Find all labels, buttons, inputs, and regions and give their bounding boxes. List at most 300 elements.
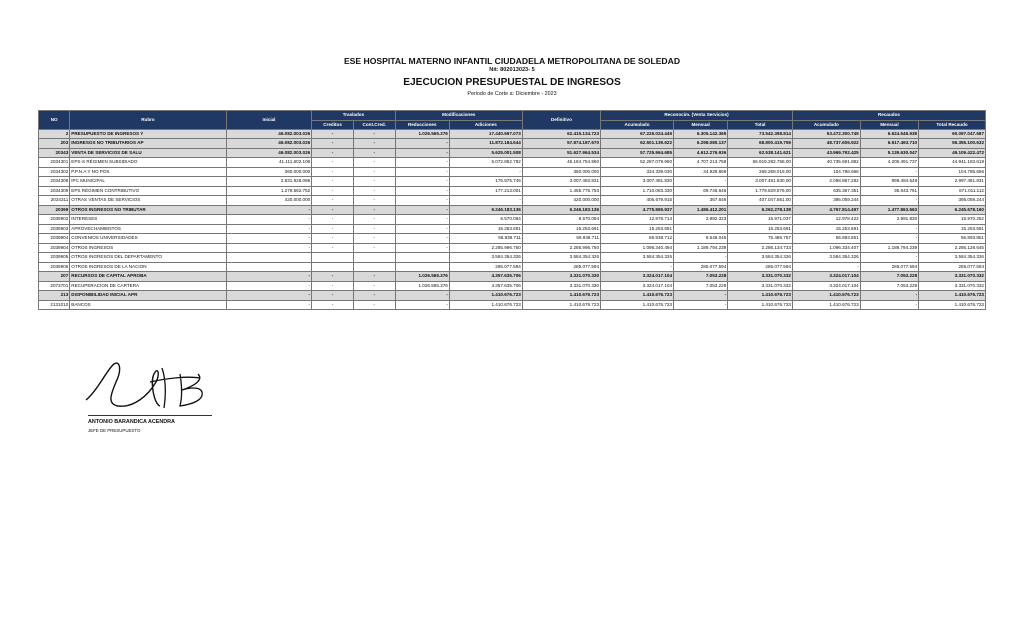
table-row: [39, 243, 986, 253]
col-group-modificaciones: Modificaciones: [395, 111, 522, 121]
cell-reducciones: -: [395, 148, 449, 158]
cell-rubro: IPC MUNICIPAL: [70, 177, 226, 187]
cell-definitivo: 1.455.775.753: [522, 186, 600, 196]
report-period: Periodo de Corte a: Diciembre - 2023: [467, 91, 557, 97]
cell-definitivo: 46.184.754.960: [522, 158, 600, 168]
cell-rca-mens: -: [860, 196, 918, 206]
cell-rca-mens: -: [860, 167, 918, 177]
cell-cont-cred: -: [353, 272, 395, 282]
cell-rec-mens: 6.298.080.137: [674, 139, 728, 149]
col-reducciones: Reducciones: [395, 120, 449, 129]
cell-reducciones: -: [395, 224, 449, 234]
cell-creditos: -: [312, 291, 354, 301]
cell-adiciones: 5.072.852.782: [449, 158, 522, 168]
cell-rec-total: 407.047.561,00: [728, 196, 793, 206]
table-row: [39, 224, 986, 234]
cell-adiciones: 4.357.635.706: [449, 272, 522, 282]
cell-rca-total: 2.997.481.831: [919, 177, 986, 187]
cell-adiciones: 285.077.594: [449, 262, 522, 272]
cell-reducciones: -: [395, 196, 449, 206]
cell-rec-total: 56.919.293.758,00: [728, 158, 793, 168]
cell-rec-acum: -: [601, 262, 674, 272]
cell-cont-cred: -: [353, 224, 395, 234]
col-rec-total: Total: [728, 120, 793, 129]
cell-rca-acum: 43.969.792.425: [792, 148, 860, 158]
cell-rca-acum: 104.786.666: [792, 167, 860, 177]
cell-creditos: -: [312, 196, 354, 206]
cell-rec-mens: 1.486.412.201: [674, 205, 728, 215]
cell-rca-acum: 1.410.676.723: [792, 291, 860, 301]
cell-rca-acum: 53.472.300.749: [792, 129, 860, 139]
cell-rec-acum: 4.775.865.937: [601, 205, 674, 215]
cell-creditos: [312, 262, 354, 272]
cell-cont-cred: -: [353, 158, 395, 168]
cell-adiciones: 17.440.697.073: [449, 129, 522, 139]
cell-rec-mens: -: [674, 177, 728, 187]
cell-rca-mens: -: [860, 253, 918, 263]
cell-creditos: -: [312, 215, 354, 225]
col-rca-mensual: Mensual: [860, 120, 918, 129]
cell-rec-mens: 7.053.228: [674, 281, 728, 291]
cell-rec-acum: 67.226.024.449: [601, 129, 674, 139]
cell-rca-mens: 1.477.863.663: [860, 205, 918, 215]
cell-inicial: -: [226, 224, 312, 234]
cell-definitivo: 3.007.483.831: [522, 177, 600, 187]
cell-rca-total: 3.331.070.332: [919, 272, 986, 282]
signature-line: [88, 415, 212, 416]
cell-rec-mens: -: [674, 291, 728, 301]
cell-rca-mens: 4.205.491.737: [860, 158, 918, 168]
cell-adiciones: 11.872.184.644: [449, 139, 522, 149]
cell-reducciones: 1.026.565.376: [395, 129, 449, 139]
cell-definitivo: 3.331.070.330: [522, 272, 600, 282]
cell-creditos: -: [312, 205, 354, 215]
cell-rec-acum: 3.324.017.104: [601, 272, 674, 282]
cell-rec-total: 1.410.676.723: [728, 300, 793, 310]
cell-rubro: OTROS INGRESOS NO TRIBUTAR: [70, 205, 226, 215]
cell-rubro: DISPONIBILIDAD INICIAL APR: [70, 291, 226, 301]
cell-no: 2039902: [39, 215, 70, 225]
cell-reducciones: -: [395, 158, 449, 168]
col-rca-total: Total Recaudo: [919, 120, 986, 129]
cell-rec-total: 285.077.594: [728, 262, 793, 272]
cell-rca-mens: 2.991.830: [860, 215, 918, 225]
cell-rca-total: 55.355.100.632: [919, 139, 986, 149]
cell-rca-total: 2.286.128.645: [919, 243, 986, 253]
cell-rec-mens: 4.612.276.936: [674, 148, 728, 158]
cell-reducciones: -: [395, 291, 449, 301]
cell-rca-total: 1.410.676.723: [919, 300, 986, 310]
cell-creditos: -: [312, 148, 354, 158]
cell-no: 2039904: [39, 234, 70, 244]
cell-inicial: -: [226, 272, 312, 282]
cell-rec-acum: 66.938.712: [601, 234, 674, 244]
cell-rubro: OTRAS VENTAS DE SERVICIOS: [70, 196, 226, 206]
cell-rca-acum: 3.584.354.326: [792, 253, 860, 263]
cell-no: 2034301: [39, 158, 70, 168]
col-rubro: Rubro: [70, 111, 226, 130]
cell-rca-acum: 3.324.017.104: [792, 281, 860, 291]
cell-rec-total: 3.007.481.830,00: [728, 177, 793, 187]
cell-reducciones: [395, 262, 449, 272]
cell-rec-acum: 1.410.676.723: [601, 291, 674, 301]
col-rca-acumulado: Acumulado: [792, 120, 860, 129]
cell-adiciones: -: [449, 196, 522, 206]
entity-title: ESE HOSPITAL MATERNO INFANTIL CIUDADELA METROPOLITANA DE SOLEDAD: [343, 56, 681, 66]
table-row: [39, 158, 986, 168]
cell-cont-cred: -: [353, 215, 395, 225]
cell-reducciones: -: [395, 234, 449, 244]
cell-rec-total: 15.971.037: [728, 215, 793, 225]
cell-rca-mens: 1.189.794.239: [860, 243, 918, 253]
cell-rec-mens: 8.548.045: [674, 234, 728, 244]
cell-rca-mens: -: [860, 224, 918, 234]
cell-definitivo: 6.246.183.136: [522, 205, 600, 215]
col-no: NO: [39, 111, 70, 130]
cell-rec-acum: 1.710.083.330: [601, 186, 674, 196]
cell-rec-total: 75.486.757: [728, 234, 793, 244]
cell-definitivo: 1.410.676.723: [522, 300, 600, 310]
cell-rca-total: 671.011.112: [919, 186, 986, 196]
table-row: [39, 186, 986, 196]
table-row: [39, 148, 986, 158]
cell-creditos: -: [312, 129, 354, 139]
cell-cont-cred: -: [353, 196, 395, 206]
cell-rca-total: 1.410.676.723: [919, 291, 986, 301]
cell-rca-acum: 4.767.814.497: [792, 205, 860, 215]
cell-reducciones: [395, 253, 449, 263]
cell-rca-total: 56.893.851: [919, 234, 986, 244]
table-row: [39, 167, 986, 177]
cell-rca-total: 3.584.354.326: [919, 253, 986, 263]
cell-rec-mens: 7.053.228: [674, 272, 728, 282]
cell-cont-cred: -: [353, 139, 395, 149]
cell-rec-total: 3.331.070.332: [728, 281, 793, 291]
cell-rec-total: 3.584.354.326: [728, 253, 793, 263]
cell-rubro: CONVENIOS UNIVERSIDADES: [70, 234, 226, 244]
col-cont-cred: Cont.Cred.: [353, 120, 395, 129]
cell-inicial: 41.111.602.106: [226, 158, 312, 168]
cell-reducciones: 1.026.565.376: [395, 281, 449, 291]
cell-adiciones: 6.246.183.136: [449, 205, 522, 215]
cell-rca-acum: 635.367.351: [792, 186, 860, 196]
cell-cont-cred: -: [353, 281, 395, 291]
cell-inicial: -: [226, 215, 312, 225]
cell-rec-mens: -: [674, 300, 728, 310]
col-definitivo: Definitivo: [522, 111, 600, 130]
cell-reducciones: -: [395, 139, 449, 149]
cell-no: 2034311: [39, 196, 70, 206]
cell-adiciones: 1.410.676.723: [449, 300, 522, 310]
cell-no: 203: [39, 139, 70, 149]
cell-rec-acum: 3.007.481.830: [601, 177, 674, 187]
cell-rca-total: 285.077.594: [919, 262, 986, 272]
cell-cont-cred: -: [353, 234, 395, 244]
cell-rec-acum: 406.679.915: [601, 196, 674, 206]
cell-creditos: -: [312, 158, 354, 168]
cell-no: 2039903: [39, 224, 70, 234]
cell-rec-total: 1.410.676.723: [728, 291, 793, 301]
col-group-recaudos: Recaudos: [792, 111, 985, 121]
cell-reducciones: -: [395, 205, 449, 215]
cell-rubro: RECURSOS DE CAPITAL APROBA: [70, 272, 226, 282]
cell-rca-total: 15.970.252: [919, 215, 986, 225]
cell-creditos: -: [312, 300, 354, 310]
table-row: [39, 300, 986, 310]
cell-no: 20343: [39, 148, 70, 158]
cell-rca-acum: 48.737.606.922: [792, 139, 860, 149]
cell-rca-total: 60.097.047.687: [919, 129, 986, 139]
col-creditos: Creditos: [312, 120, 354, 129]
cell-inicial: 46.082.003.026: [226, 129, 312, 139]
cell-definitivo: 3.331.070.330: [522, 281, 600, 291]
cell-no: 2: [39, 129, 70, 139]
cell-reducciones: -: [395, 167, 449, 177]
col-rec-acumulado: Acumulado: [601, 120, 674, 129]
cell-rec-total: 73.542.398.814: [728, 129, 793, 139]
cell-reducciones: -: [395, 177, 449, 187]
cell-rec-acum: 57.725.964.685: [601, 148, 674, 158]
cell-adiciones: 3.584.354.326: [449, 253, 522, 263]
cell-cont-cred: -: [353, 148, 395, 158]
cell-rec-acum: 12.978.714: [601, 215, 674, 225]
cell-inicial: 46.082.003.026: [226, 139, 312, 149]
cell-cont-cred: -: [353, 177, 395, 187]
cell-creditos: -: [312, 139, 354, 149]
cell-rec-total: 68.800.419.759: [728, 139, 793, 149]
cell-creditos: -: [312, 167, 354, 177]
cell-rec-acum: 1.096.340.494: [601, 243, 674, 253]
cell-inicial: 420.000.000: [226, 196, 312, 206]
table-header-row: [39, 111, 986, 121]
table-row: [39, 205, 986, 215]
table-row: [39, 215, 986, 225]
cell-rec-acum: 1.410.676.723: [601, 300, 674, 310]
cell-inicial: -: [226, 291, 312, 301]
cell-rec-mens: 69.746.646: [674, 186, 728, 196]
cell-rubro: OTROS INGRESOS DEL DEPARTAMENTO: [70, 253, 226, 263]
cell-rec-mens: 34.928.869: [674, 167, 728, 177]
cell-rca-mens: 7.053.228: [860, 272, 918, 282]
cell-no: 2034302: [39, 167, 70, 177]
cell-creditos: -: [312, 272, 354, 282]
table-row: [39, 129, 986, 139]
table-row: [39, 281, 986, 291]
cell-inicial: 1.278.562.752: [226, 186, 312, 196]
cell-creditos: [312, 253, 354, 263]
cell-rca-mens: -: [860, 234, 918, 244]
cell-rca-total: 395.059.244: [919, 196, 986, 206]
cell-adiciones: 1.410.676.723: [449, 291, 522, 301]
table-row: [39, 139, 986, 149]
cell-inicial: 360.000.000: [226, 167, 312, 177]
cell-no: 2039906: [39, 262, 70, 272]
cell-cont-cred: -: [353, 300, 395, 310]
cell-rec-acum: 62.501.139.622: [601, 139, 674, 149]
cell-rubro: P.P.N.A Y NO POS: [70, 167, 226, 177]
cell-inicial: 2.831.928.086: [226, 177, 312, 187]
budget-execution-table: [38, 110, 986, 310]
cell-cont-cred: -: [353, 291, 395, 301]
cell-inicial: -: [226, 300, 312, 310]
cell-rca-acum: 56.893.851: [792, 234, 860, 244]
cell-adiciones: 177.213.001: [449, 186, 522, 196]
cell-definitivo: 1.410.676.723: [522, 291, 600, 301]
cell-rca-mens: 7.053.228: [860, 281, 918, 291]
cell-rec-mens: 285.077.594: [674, 262, 728, 272]
cell-rubro: OTROS INGRESOS: [70, 243, 226, 253]
cell-no: 213: [39, 291, 70, 301]
cell-rec-mens: -: [674, 253, 728, 263]
signature-image: [78, 360, 218, 418]
signer-name: ANTONIO BARANDICA ACENDRA: [88, 419, 175, 425]
cell-rec-mens: 6.305.142.365: [674, 129, 728, 139]
cell-rca-total: 44.941.183.619: [919, 158, 986, 168]
cell-reducciones: -: [395, 300, 449, 310]
table-row: [39, 291, 986, 301]
table-row: [39, 253, 986, 263]
cell-inicial: [226, 253, 312, 263]
cell-cont-cred: [353, 262, 395, 272]
cell-rca-acum: -: [792, 262, 860, 272]
cell-reducciones: -: [395, 215, 449, 225]
cell-rca-acum: 12.978.422: [792, 215, 860, 225]
cell-rca-acum: 15.253.691: [792, 224, 860, 234]
cell-rubro: OTROS INGRESOS DE LA NACION: [70, 262, 226, 272]
cell-cont-cred: -: [353, 243, 395, 253]
cell-inicial: [226, 262, 312, 272]
col-group-traslados: Traslados: [312, 111, 395, 121]
cell-inicial: -: [226, 281, 312, 291]
cell-rec-mens: [674, 224, 728, 234]
cell-reducciones: 1.026.565.376: [395, 272, 449, 282]
cell-rca-total: 3.331.070.332: [919, 281, 986, 291]
cell-reducciones: -: [395, 243, 449, 253]
cell-definitivo: 285.077.594: [522, 262, 600, 272]
cell-rubro: PRESUPUESTO DE INGRESOS Y: [70, 129, 226, 139]
cell-rec-mens: 367.646: [674, 196, 728, 206]
col-group-reconocim: Reconocim. (Venta Servicios): [601, 111, 793, 121]
cell-rec-total: 6.262.278.138: [728, 205, 793, 215]
cell-rca-acum: 2.098.867.282: [792, 177, 860, 187]
cell-rca-mens: 285.077.594: [860, 262, 918, 272]
cell-creditos: -: [312, 177, 354, 187]
cell-rca-mens: 5.139.630.047: [860, 148, 918, 158]
cell-rca-total: 15.253.691: [919, 224, 986, 234]
cell-rubro: INTERESES: [70, 215, 226, 225]
cell-rca-acum: 40.735.691.882: [792, 158, 860, 168]
report-title: EJECUCION PRESUPUESTAL DE INGRESOS: [403, 77, 621, 88]
cell-definitivo: 420.000.000: [522, 196, 600, 206]
col-rec-mensual: Mensual: [674, 120, 728, 129]
cell-rec-total: 15.253.691: [728, 224, 793, 234]
cell-creditos: -: [312, 186, 354, 196]
cell-rca-total: 6.245.678.160: [919, 205, 986, 215]
cell-rec-total: 62.538.141.621: [728, 148, 793, 158]
cell-inicial: -: [226, 243, 312, 253]
cell-definitivo: 8.570.094: [522, 215, 600, 225]
cell-rec-total: 2.286.134.733: [728, 243, 793, 253]
cell-no: 20399: [39, 205, 70, 215]
cell-rec-total: 3.331.070.332: [728, 272, 793, 282]
cell-definitivo: 2.285.996.750: [522, 243, 600, 253]
entity-nit: Nit: 802013023- 5: [489, 67, 535, 73]
cell-adiciones: 5.625.001.508: [449, 148, 522, 158]
table-row: [39, 196, 986, 206]
cell-definitivo: 360.000.000: [522, 167, 600, 177]
cell-no: 2039905: [39, 253, 70, 263]
cell-creditos: -: [312, 224, 354, 234]
cell-no: 2039904: [39, 243, 70, 253]
cell-rca-mens: 6.624.546.938: [860, 129, 918, 139]
cell-rca-mens: -: [860, 300, 918, 310]
cell-creditos: -: [312, 243, 354, 253]
cell-definitivo: 66.938.711: [522, 234, 600, 244]
cell-cont-cred: -: [353, 186, 395, 196]
cell-rca-acum: 3.324.017.104: [792, 272, 860, 282]
cell-inicial: -: [226, 234, 312, 244]
cell-rca-mens: 899.484.549: [860, 177, 918, 187]
cell-adiciones: 66.938.711: [449, 234, 522, 244]
cell-rca-total: 104.786.666: [919, 167, 986, 177]
cell-rec-acum: 15.253.691: [601, 224, 674, 234]
cell-adiciones: 2.285.996.750: [449, 243, 522, 253]
cell-definitivo: 62.415.134.723: [522, 129, 600, 139]
cell-no: 2034309: [39, 186, 70, 196]
col-adiciones: Adiciones: [449, 120, 522, 129]
cell-rec-acum: 52.287.079.960: [601, 158, 674, 168]
cell-cont-cred: [353, 253, 395, 263]
cell-no: 2034308: [39, 177, 70, 187]
cell-rubro: BANCOS: [70, 300, 226, 310]
cell-rec-mens: 4.707.213.758: [674, 158, 728, 168]
cell-no: 2073701: [39, 281, 70, 291]
cell-rec-mens: 1.189.794.239: [674, 243, 728, 253]
cell-adiciones: 8.570.094: [449, 215, 522, 225]
cell-adiciones: 4.357.635.706: [449, 281, 522, 291]
table-row: [39, 262, 986, 272]
cell-rca-mens: 35.643.761: [860, 186, 918, 196]
cell-rca-mens: -: [860, 291, 918, 301]
cell-rec-acum: 3.584.354.326: [601, 253, 674, 263]
cell-adiciones: -: [449, 167, 522, 177]
cell-creditos: -: [312, 281, 354, 291]
cell-no: 2131010: [39, 300, 70, 310]
cell-definitivo: 51.627.964.534: [522, 148, 600, 158]
cell-rec-acum: 334.339.030: [601, 167, 674, 177]
cell-rec-acum: 3.324.017.104: [601, 281, 674, 291]
cell-rubro: INGRESOS NO TRIBUTARIOS AP: [70, 139, 226, 149]
cell-rubro: APROVECHAMIENTOS: [70, 224, 226, 234]
cell-rubro: VENTA DE SERVICIOS DE SALU: [70, 148, 226, 158]
cell-cont-cred: -: [353, 129, 395, 139]
cell-definitivo: 15.253.691: [522, 224, 600, 234]
cell-reducciones: -: [395, 186, 449, 196]
cell-cont-cred: -: [353, 205, 395, 215]
cell-rec-mens: 2.992.323: [674, 215, 728, 225]
signer-role: JEFE DE PRESUPUESTO: [88, 428, 141, 433]
cell-rca-acum: 395.059.244: [792, 196, 860, 206]
cell-rca-total: 49.109.422.472: [919, 148, 986, 158]
table-row: [39, 177, 986, 187]
cell-rubro: EPS-S RÉGIMEN SUBSIDIADO: [70, 158, 226, 168]
col-inicial: Inicial: [226, 111, 312, 130]
cell-rec-total: 369.268.019,00: [728, 167, 793, 177]
cell-rca-acum: 1.410.676.723: [792, 300, 860, 310]
cell-inicial: -: [226, 205, 312, 215]
cell-adiciones: 15.253.691: [449, 224, 522, 234]
cell-definitivo: 57.874.187.670: [522, 139, 600, 149]
